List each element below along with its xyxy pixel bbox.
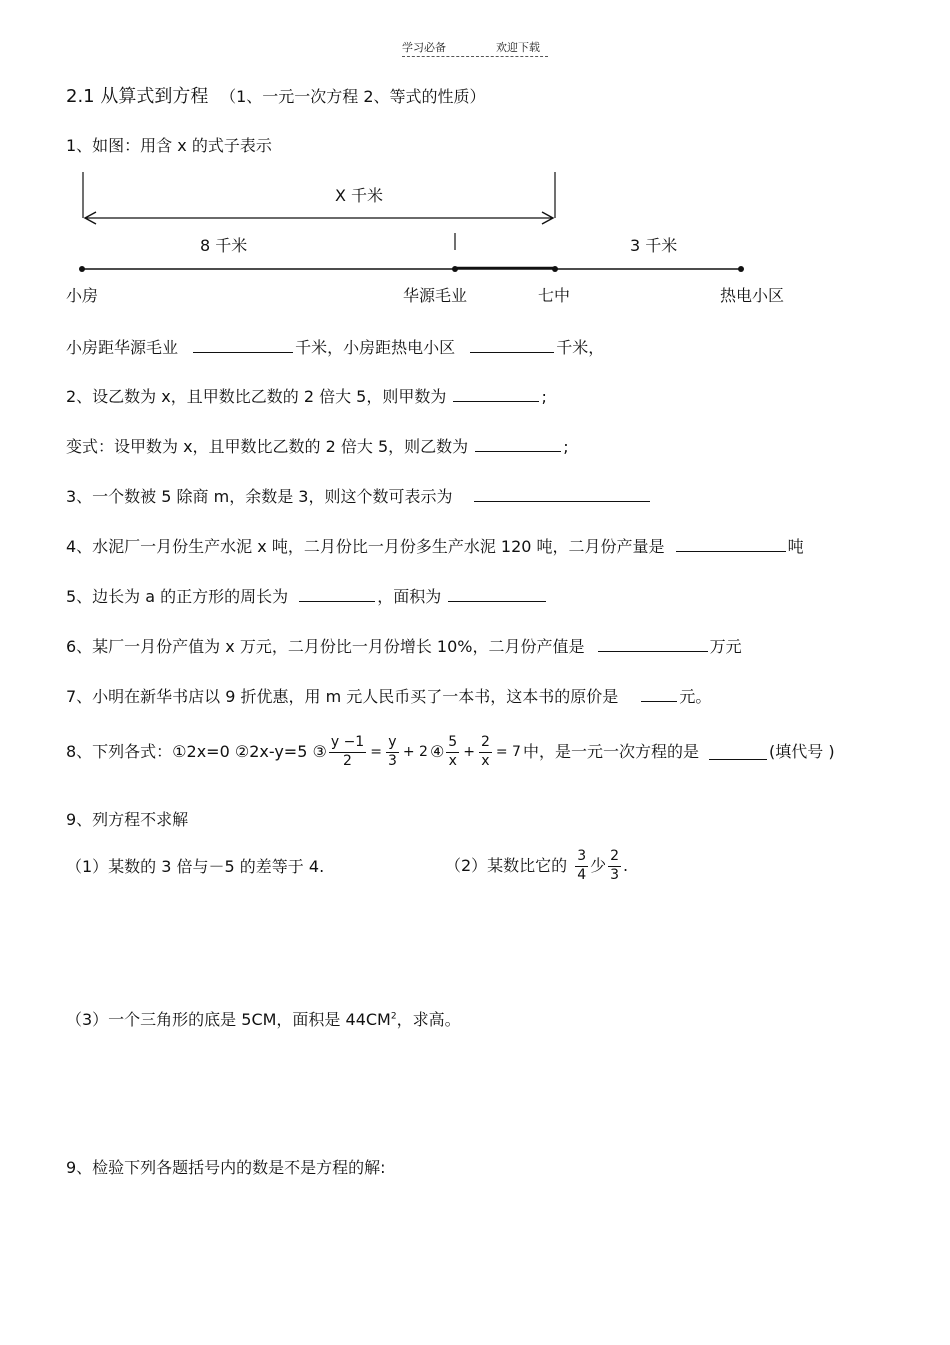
q5-mid: ，面积为 bbox=[377, 587, 442, 606]
q2v-text: 变式：设甲数为 x，且甲数比乙数的 2 倍大 5，则乙数为 bbox=[66, 437, 469, 456]
header-left: 学习必备 bbox=[402, 41, 446, 54]
answer-blank[interactable] bbox=[470, 338, 554, 353]
q9-part1: （1）某数的 3 倍与－5 的差等于 4. bbox=[66, 857, 325, 876]
equals-sign: = bbox=[370, 744, 382, 760]
q4-text: 4、水泥厂一月份生产水泥 x 吨，二月份比一月份多生产水泥 120 吨，二月份产量是 bbox=[66, 537, 665, 556]
q9-part2 bbox=[445, 848, 628, 884]
fraction bbox=[608, 848, 621, 884]
fraction bbox=[446, 734, 459, 770]
distance-diagram bbox=[0, 0, 950, 320]
plus-sign: + bbox=[463, 744, 475, 760]
q8-tail: 中，是一元一次方程的是 bbox=[522, 742, 699, 761]
answer-blank[interactable] bbox=[598, 637, 708, 652]
q2-variant bbox=[66, 437, 569, 455]
q3 bbox=[66, 487, 652, 505]
fraction-denominator: 2 bbox=[343, 752, 352, 769]
point-huayuan bbox=[452, 266, 458, 272]
q9-p3-b: ，求高。 bbox=[396, 1010, 461, 1029]
plus-two: + 2 bbox=[402, 744, 428, 760]
q2v-end: ; bbox=[563, 437, 569, 456]
q2 bbox=[66, 387, 547, 405]
fraction-denominator: x bbox=[448, 752, 457, 769]
q9-p2-end: . bbox=[623, 856, 629, 875]
right-distance-label: 3 千米 bbox=[630, 236, 678, 255]
answer-blank[interactable] bbox=[453, 387, 539, 402]
fraction-numerator: 5 bbox=[446, 734, 459, 753]
q5-text: 5、边长为 a 的正方形的周长为 bbox=[66, 587, 289, 606]
title-main: 2.1 从算式到方程 bbox=[66, 86, 209, 107]
fraction-numerator: 2 bbox=[479, 734, 492, 753]
fraction-denominator: 3 bbox=[387, 752, 397, 769]
q8-lead: 8、下列各式：①2x=0 ②2x-y=5 ③ bbox=[66, 742, 327, 761]
left-distance-label: 8 千米 bbox=[200, 236, 248, 255]
answer-blank[interactable] bbox=[641, 687, 677, 702]
q1-text-a: 小房距华源毛业 bbox=[66, 338, 179, 357]
q1-prompt: 1、如图：用含 x 的式子表示 bbox=[66, 136, 272, 155]
answer-blank[interactable] bbox=[475, 437, 561, 452]
q1-text-b: 千米，小房距热电小区 bbox=[295, 338, 456, 357]
equals-seven: = 7 bbox=[495, 744, 521, 760]
fraction-numerator: 3 bbox=[575, 848, 588, 867]
span-label: X 千米 bbox=[335, 186, 384, 205]
q8-end: (填代号 ) bbox=[768, 742, 835, 761]
fraction bbox=[479, 734, 492, 770]
q2-text: 2、设乙数为 x，且甲数比乙数的 2 倍大 5，则甲数为 bbox=[66, 387, 447, 406]
q9-p3-a: （3）一个三角形的底是 5CM，面积是 44CM bbox=[66, 1010, 391, 1029]
q7-text: 7、小明在新华书店以 9 折优惠，用 m 元人民币买了一本书，这本书的原价是 bbox=[66, 687, 619, 706]
q1-answer-line bbox=[66, 338, 604, 356]
q7 bbox=[66, 687, 711, 705]
superscript: 2 bbox=[390, 1011, 397, 1022]
answer-blank[interactable] bbox=[448, 587, 546, 602]
q1-text-c: 千米， bbox=[556, 338, 605, 357]
answer-blank[interactable] bbox=[709, 745, 767, 760]
title-sub: （1、一元一次方程 2、等式的性质） bbox=[220, 87, 486, 106]
q4-end: 吨 bbox=[787, 537, 804, 556]
fraction bbox=[329, 734, 366, 770]
place-label: 华源毛业 bbox=[403, 286, 468, 305]
place-label: 热电小区 bbox=[720, 286, 785, 305]
q2-end: ; bbox=[541, 387, 547, 406]
answer-blank[interactable] bbox=[474, 487, 650, 502]
q10-title: 9、检验下列各题括号内的数是不是方程的解: bbox=[66, 1158, 386, 1177]
q9-p2-lead: （2）某数比它的 bbox=[445, 856, 568, 875]
fraction bbox=[386, 734, 399, 770]
circled-four: ④ bbox=[429, 742, 445, 761]
q3-text: 3、一个数被 5 除商 m，余数是 3，则这个数可表示为 bbox=[66, 487, 453, 506]
q5 bbox=[66, 587, 548, 605]
q6 bbox=[66, 637, 742, 655]
q9-title: 9、列方程不求解 bbox=[66, 810, 189, 829]
answer-blank[interactable] bbox=[299, 587, 375, 602]
fraction-numerator: y −1 bbox=[329, 734, 366, 753]
fraction bbox=[575, 848, 588, 884]
fraction-denominator: 3 bbox=[610, 866, 620, 883]
fraction-denominator: 4 bbox=[577, 866, 587, 883]
point-xiaofang bbox=[79, 266, 85, 272]
answer-blank[interactable] bbox=[193, 338, 293, 353]
q6-end: 万元 bbox=[709, 637, 742, 656]
place-label: 小房 bbox=[66, 286, 99, 305]
q7-end: 元。 bbox=[679, 687, 712, 706]
point-qizhong bbox=[552, 266, 558, 272]
fraction-denominator: x bbox=[481, 752, 490, 769]
header-right: 欢迎下载 bbox=[496, 41, 540, 54]
q4 bbox=[66, 537, 804, 555]
answer-blank[interactable] bbox=[676, 537, 786, 552]
place-label: 七中 bbox=[538, 286, 571, 305]
fraction-numerator: y bbox=[386, 734, 398, 753]
q9-p2-mid: 少 bbox=[590, 856, 607, 875]
q8 bbox=[66, 734, 835, 770]
fraction-numerator: 2 bbox=[608, 848, 621, 867]
q9-part3 bbox=[66, 1012, 461, 1028]
q6-text: 6、某厂一月份产值为 x 万元，二月份比一月份增长 10%，二月份产值是 bbox=[66, 637, 585, 656]
point-redian bbox=[738, 266, 744, 272]
